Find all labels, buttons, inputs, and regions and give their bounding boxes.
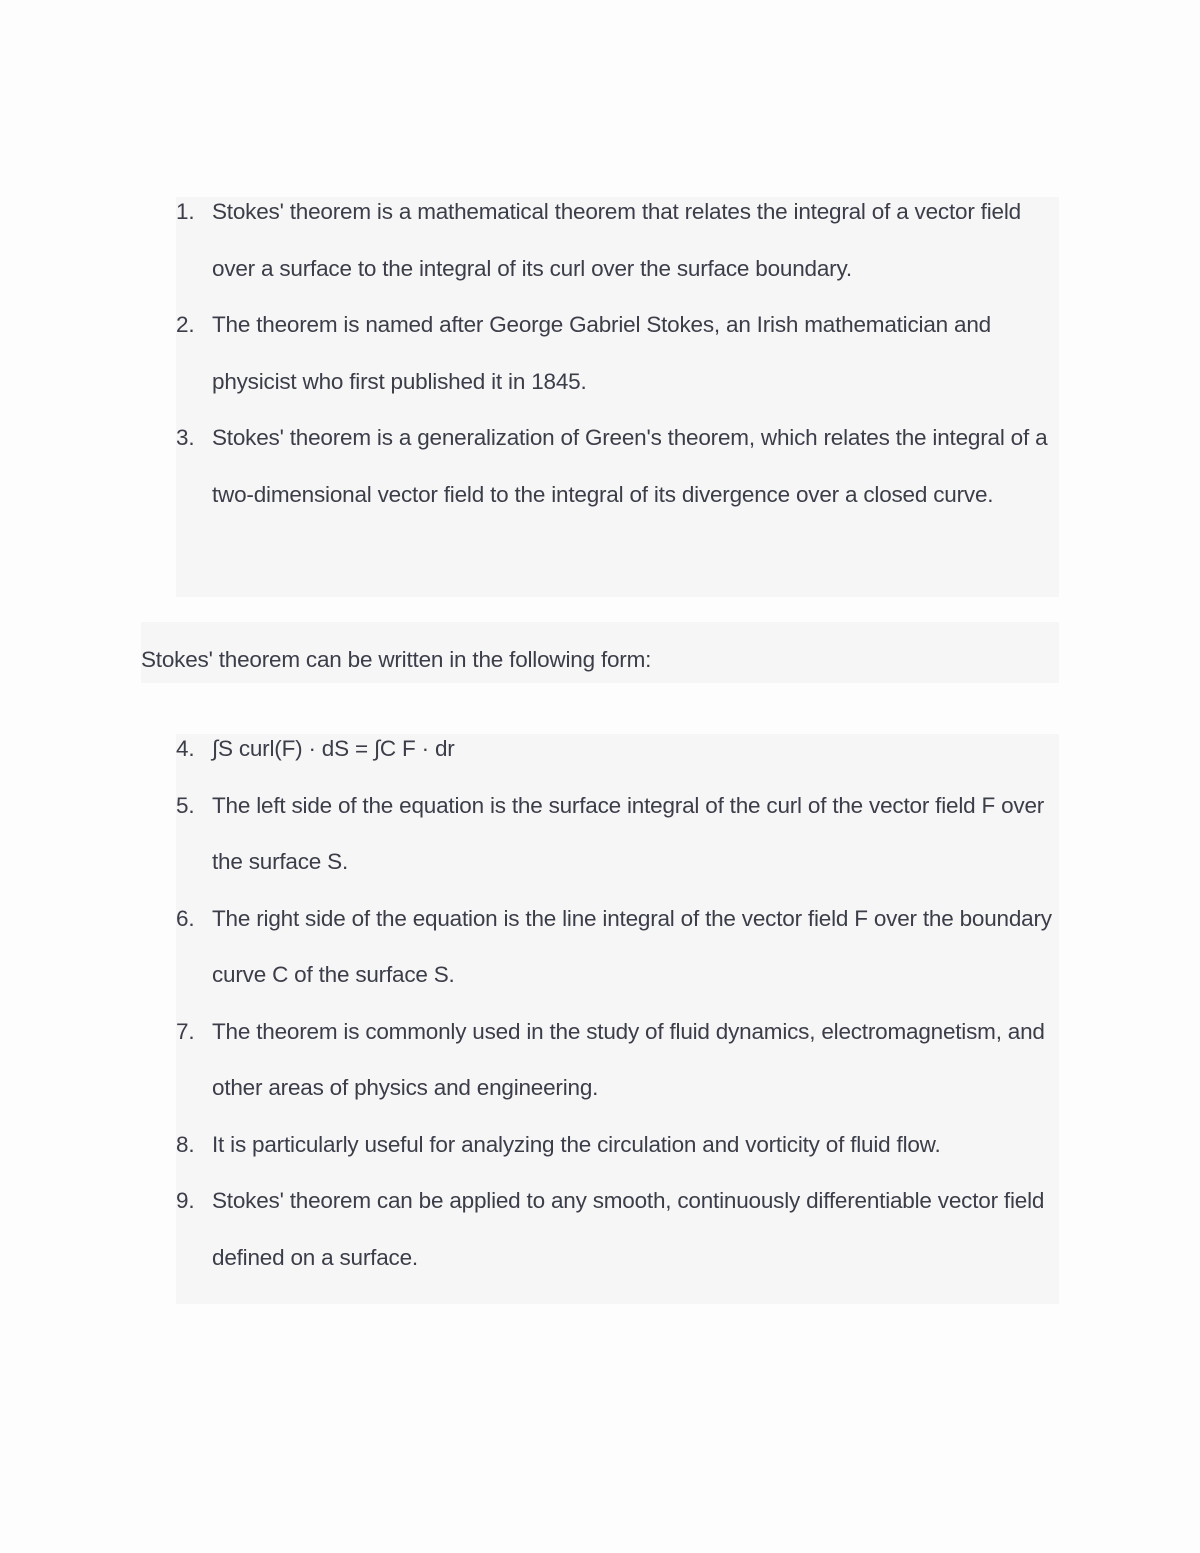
list-item-number: 8. xyxy=(176,1131,195,1157)
list-item-number: 5. xyxy=(176,792,195,818)
list-item-text: The left side of the equation is the surface integral of the curl of the vector field F over the surface S. xyxy=(212,792,1045,874)
list-item xyxy=(176,410,1059,523)
list-item-number: 7. xyxy=(176,1018,195,1044)
list-item-number: 3. xyxy=(176,425,195,450)
list-item-number: 2. xyxy=(176,312,195,337)
paragraph-text: Stokes' theorem can be written in the following form: xyxy=(141,646,652,672)
numbered-list-1 xyxy=(176,184,1059,523)
list-block-2 xyxy=(176,734,1059,1304)
list-item-number: 4. xyxy=(176,736,195,761)
list-item-text: Stokes' theorem is a mathematical theorem that relates the integral of a vector field over a surface to the integral of its curl over the surface boundary. xyxy=(212,199,1021,281)
list-item-text: ∫S curl(F) · dS = ∫C F · dr xyxy=(212,736,455,761)
list-item-text: The theorem is named after George Gabriel Stokes, an Irish mathematician and physicist who first published it in 1845. xyxy=(212,312,991,394)
list-item xyxy=(176,891,1059,1004)
list-item-number: 6. xyxy=(176,905,195,931)
list-item xyxy=(176,1173,1059,1286)
list-item xyxy=(176,1004,1059,1117)
list-item-number: 9. xyxy=(176,1188,195,1213)
list-item-text: Stokes' theorem can be applied to any smooth, continuously differentiable vector field defined on a surface. xyxy=(212,1188,1045,1270)
numbered-list-2 xyxy=(176,721,1059,1286)
list-item-text: The theorem is commonly used in the study of fluid dynamics, electromagnetism, and other areas of physics and engineering. xyxy=(212,1018,1045,1100)
list-item-number: 1. xyxy=(176,199,195,224)
list-item xyxy=(176,1117,1059,1174)
list-item xyxy=(176,297,1059,410)
list-item-text: It is particularly useful for analyzing the circulation and vorticity of fluid flow. xyxy=(212,1131,941,1157)
list-item-text: The right side of the equation is the line integral of the vector field F over the boundary curve C of the surface S. xyxy=(212,905,1052,987)
list-item xyxy=(176,184,1059,297)
paragraph-block xyxy=(141,622,1059,683)
list-block-1 xyxy=(176,197,1059,597)
list-item xyxy=(176,778,1059,891)
list-item-text: Stokes' theorem is a generalization of Green's theorem, which relates the integral of a two-dimensional vector field to the integral of its divergence over a closed curve. xyxy=(212,425,1048,507)
list-item xyxy=(176,721,1059,778)
